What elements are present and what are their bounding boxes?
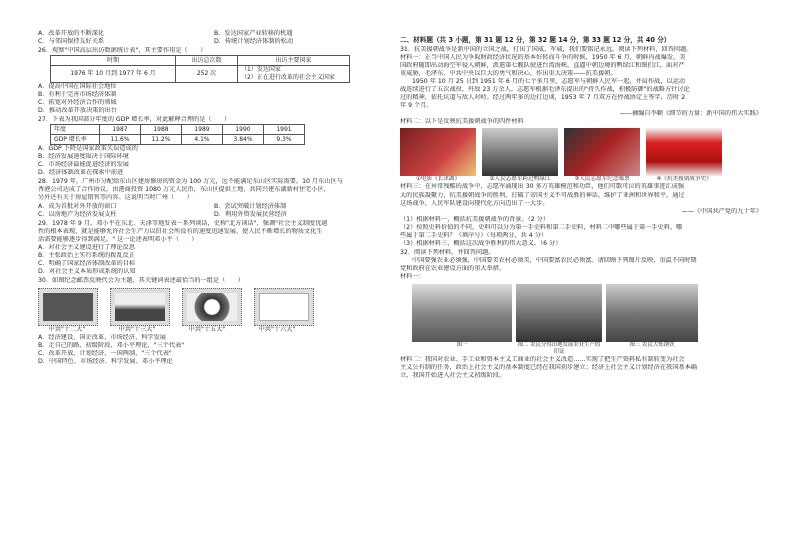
photo-caption: 图二 农民分得田地发展农业生产的印证: [517, 342, 601, 356]
table-cell: GDP 增长率: [51, 135, 100, 145]
option: C．市场经济最能促进经济的发展: [38, 161, 129, 169]
stamp-image: [110, 288, 170, 326]
material-line: 这场战争，人民军队建设向现代化方向迈出了一大步。: [400, 199, 549, 207]
material-line: 立，我国开始进入社会主义初级阶段。: [400, 372, 506, 380]
photo-caption: 图三 农民大炼钢铁: [629, 342, 675, 349]
stamp-caption: 中共"十三大": [118, 326, 156, 334]
q26-stem: 26．观察"中国高层出访数据统计表"，其主要作用是（ ）: [38, 47, 207, 55]
table-cell: 1976 年 10 月到 1977 年 6 月: [51, 66, 176, 83]
picture-captions: [400, 176, 762, 183]
q32-text: 党和政府在农业建设方面的重大举措。: [400, 265, 506, 273]
q28-options-2: [38, 211, 390, 219]
q29-line: 性的根本表现，就是能够允许社会生产力以旧社会所没有的速度迅速发展，使人民不断增长的物质文化生: [38, 227, 323, 235]
option: D．中国特色、市场经济、科学发展、邓小平理论: [38, 358, 173, 366]
q30-stem: 30．如图纪念邮票反映代会为主题，其关键词表述最恰当的一组是（ ）: [38, 277, 244, 285]
option: C．与邻国保持友好关系: [38, 38, 105, 46]
q28-line: 28．1979 年，广州市分配给东山区建房修房的资金为 100 万元，远不能满足东山区实际需要。10 月东山区与: [38, 178, 343, 186]
stamp-caption: 中共"十五大": [188, 326, 226, 334]
option: A．经济建设、国企改革、市场经济、科学发展: [38, 334, 166, 342]
historical-photo: [412, 284, 512, 342]
q29-line: 活需要能够逐步得到满足。" 这一论述表明邓小平（ ）: [38, 235, 198, 243]
question-line: （3）根据材料三，概括这次战争胜利的伟大意义。（6 分）: [400, 239, 562, 247]
option: A．改革开放的不断深化: [38, 30, 105, 37]
picture-caption: ①电影《长津湖》: [415, 176, 461, 183]
table-cell: 1988: [141, 125, 182, 135]
table-cell: 1991: [264, 125, 305, 135]
option: B．发达国家产业转移的机遇: [214, 30, 293, 37]
material-title: 材料一：: [400, 273, 425, 281]
option: D．传统计划经济体制的松动: [214, 38, 294, 46]
option: A．成为首批对外开放的窗口: [38, 202, 117, 210]
stamp-captions: [38, 326, 390, 334]
stamp-image: [182, 288, 242, 326]
option: D．对社会主义本质形成系统的认知: [38, 268, 136, 276]
option: A．提高中国在国际社会地位: [38, 82, 117, 90]
option: B．走自己的路、初级阶段、邓小平理论、"三个代表": [38, 342, 185, 350]
q25-options: [38, 30, 390, 38]
option: D．推动改革开放决策的出台: [38, 106, 118, 114]
q28-line: 香港公司达成了合作协议，由港商投资 1080 万元人民币，东山区提供土地，共同兴建东湖新村住宅小区，: [38, 186, 330, 194]
material-line: 材料三：在异常残酷的战争中，志愿军涌现出 30 多万英雄模范和功臣，他们可歌可泣的英雄事迹汇成强: [400, 183, 685, 191]
option: B．经济发展速度取决于国际环境: [38, 153, 129, 161]
q32-text: 中国要强农业必须强，中国要美农村必须美，中国要富农民必须富。请回顾下列图片反映，重温不同时期: [412, 257, 697, 265]
option: C．改革开放、计划经济、一国两制、"三个代表": [38, 350, 172, 358]
option: D．经济体制改革在探索中前进: [38, 169, 124, 177]
option: D．利用外资发展民营经济: [214, 210, 287, 218]
photo-caption: 图一: [456, 342, 468, 349]
material-line: 1950 年 10 月 25 日到 1951 年 6 月的七个多月里，志愿军与朝鲜人民军一起，并肩作战，以运动: [412, 77, 686, 85]
table-cell: 11.6%: [100, 135, 141, 145]
stamp-caption: 中共"十六大": [258, 326, 296, 334]
table-header: 出访总次数: [176, 56, 238, 66]
book-cover-image: [646, 128, 722, 176]
q31-intro: 31．抗美援朝战争是新中国的立国之战，打出了国威、军威，我们要铭记永远。阅读下列材料，回答问题。: [400, 45, 693, 53]
commemorative-stamp-image: [564, 128, 640, 176]
movie-poster-image: [400, 128, 476, 176]
table-cell: 1989: [182, 125, 223, 135]
option: A．对社会主义建设进行了理论反思: [38, 243, 136, 251]
option: C．拓宽对外经济合作的领域: [38, 98, 117, 106]
q26-table: [50, 55, 350, 83]
stamp-image: [38, 288, 98, 326]
stamp-row: [38, 288, 390, 326]
option: A．GDP 下降是国家政策失误造成的: [38, 145, 138, 153]
river-crossing-photo: [482, 128, 558, 176]
option: B．有利于完善市场经济体制: [38, 90, 117, 98]
left-column: [38, 30, 390, 366]
question-line: 些属于第二手史料？（填序号）（每项两分，共 4 分）: [400, 231, 548, 239]
historical-photos: [412, 284, 762, 342]
table-cell: [238, 66, 350, 83]
q27-table: [50, 124, 305, 145]
stamp-caption: 中共"十二大": [48, 326, 86, 334]
material-line: 材料一：正当中国人民为争取财政经济状况的基本好转而斗争的时候，1950 年 6 月，朝鲜内战爆发，美: [400, 53, 686, 61]
source-citation: ——《中国共产党的九十年》: [681, 207, 762, 215]
option: B．尝试突破计划经济体制: [214, 202, 287, 210]
material-line: 过的精神，依托坑道与敌人对峙。经过两年多的边打边谈，1953 年 7 月双方在停战协定上签字，历时 2: [400, 93, 686, 101]
stamp-image: [254, 288, 314, 326]
picture-caption: ②人民志愿军跨过鸭绿江: [489, 176, 551, 183]
material-title: 材料二：以下是反映抗美援朝战争的四件材料: [400, 118, 524, 126]
table-cell: 9.3%: [264, 135, 305, 145]
right-column: [400, 30, 762, 380]
option: C．明确了国家经济体制改革的目标: [38, 259, 136, 267]
table-cell: 4.1%: [182, 135, 223, 145]
table-header: 出访主要国家: [238, 56, 350, 66]
table-cell: 年度: [51, 125, 100, 135]
cell-line: （1）发达国家: [241, 66, 281, 74]
material-pictures: [400, 128, 762, 176]
section-title: 二、材料题（共 3 小题，第 31 题 12 分，第 32 题 14 分，第 33 题 12 分，共 40 分）: [400, 36, 671, 44]
table-cell: 252 次: [176, 66, 238, 83]
q29-line: 29．1978 年 9 月，邓小平在东北、天津等地发表一系列谈话，史称"北方谈话"，强调"社会主义制度优越: [38, 219, 328, 227]
cell-line: （2）正在进行改革的社会主义国家: [241, 73, 335, 81]
table-cell: 11.2%: [141, 135, 182, 145]
material-line: 战连续进行了五次战役，歼敌 23 万余人。志愿军根据毛泽东提出的"持久作战，积极防御"的战略方针讨论: [400, 85, 690, 93]
q25-options-2: [38, 38, 390, 46]
question-line: （1）根据材料一，概括抗美援朝战争的背景。（2 分）: [400, 215, 550, 223]
material-line: 材料二：我国对农业、手工业和资本主义工商业的社会主义改造……实现了把生产资料私有制转变为社会: [400, 356, 685, 364]
question-line: （2）按照史料价值的不同，史料可以分为第一手史料和第二手史料，材料二中哪些属于第一手史料，哪: [400, 223, 683, 231]
q28-options: [38, 203, 390, 211]
material-line: 年 9 个月。: [400, 102, 433, 109]
table-cell: 3.84%: [223, 135, 264, 145]
source-citation: ——摘编自李颖《细节的力量：新中国的伟大实践》: [619, 110, 762, 118]
photo-captions: [412, 342, 762, 356]
q32-intro: 32．阅读下列材料，并回答问题。: [400, 248, 495, 256]
historical-photo: [516, 284, 602, 342]
picture-caption: ④《抗美援朝战争史》: [656, 176, 712, 183]
material-line: 重威胁，毛泽东、中共中央以巨大的勇气和决心，作出重大决策——抗美援朝。: [400, 69, 617, 77]
material-line: 国政府随即出动海空军侵入朝鲜，派遣第七舰队驶进台湾海峡，直逼中朝边境的鸭绿江和图们江，面对严: [400, 61, 685, 69]
historical-photo: [606, 284, 698, 342]
table-cell: 1987: [100, 125, 141, 135]
option: C．以房地产为经济发展支柱: [38, 210, 117, 218]
material-line: 主义公有制的任务，政治上社会主义的基本制度已经在我国初步建立；经济上社会主义计划经济在我国基本确: [400, 364, 697, 372]
material-line: 大的民族凝聚力，抗美援朝战争的胜利，打破了帝国主义不可战胜的神话，维护了亚洲和世界和平，通过: [400, 191, 685, 199]
table-cell: 1990: [223, 125, 264, 135]
picture-caption: ③人民志愿军纪念邮票: [574, 176, 630, 183]
q28-line: 另外还有关于房屋销售等内容。这说明当时广州（ ）: [38, 194, 193, 202]
q27-stem: 27．下表为我国部分年度的 GDP 增长率，对此解释合理的是（ ）: [38, 116, 231, 124]
option: B．主张政治上实行系统的拨乱反正: [38, 251, 136, 259]
table-header: 时期: [51, 56, 176, 66]
